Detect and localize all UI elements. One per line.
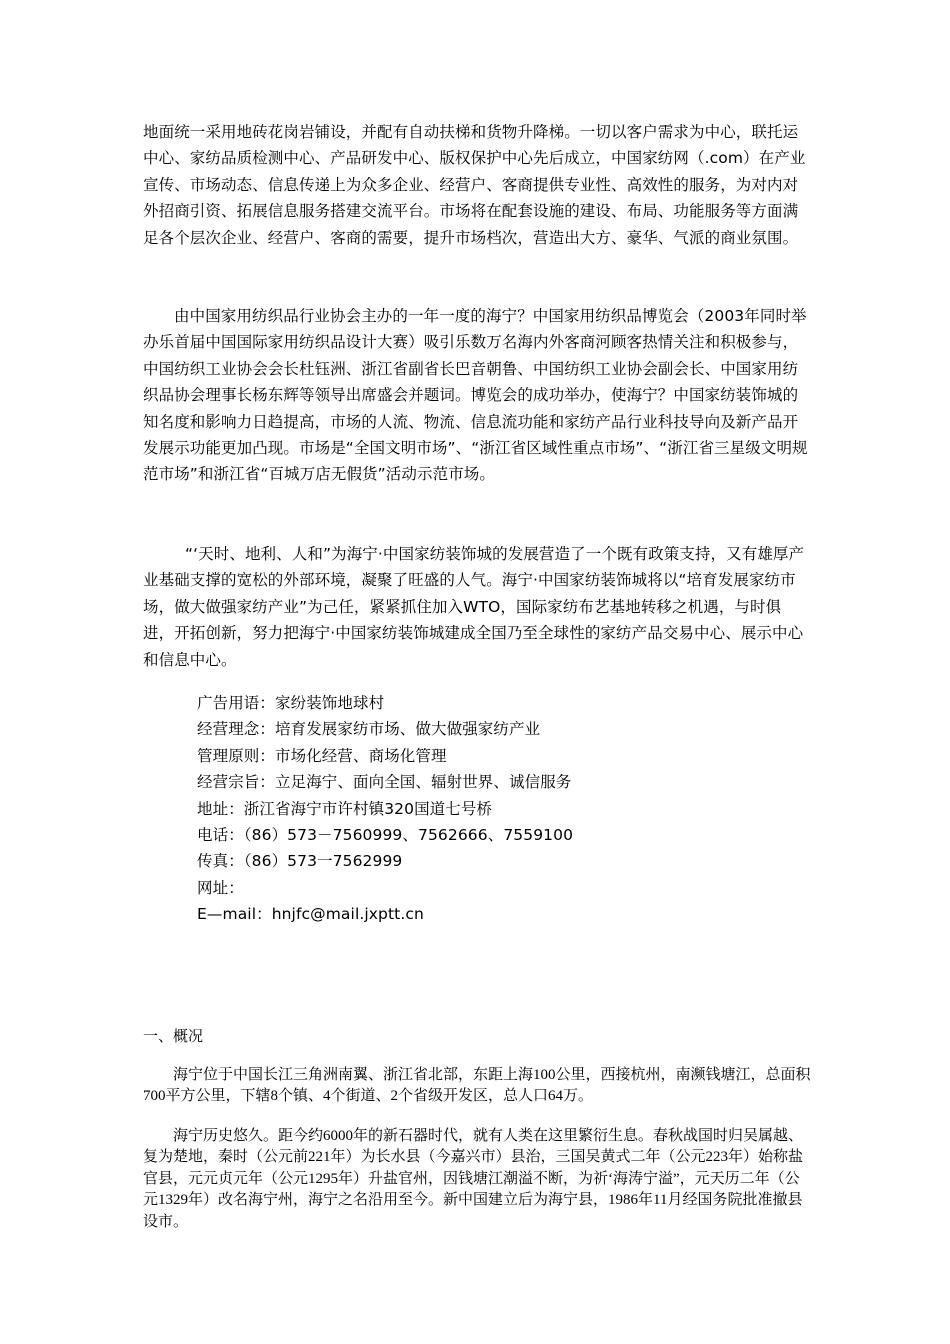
intro-paragraph-expo: 由中国家用纺织品行业协会主办的一年一度的海宁？中国家用纺织品博览会（2003年同时举办乐首届中国国际家用纺织品设计大赛）吸引乐数万名海内外客商河顾客热情关注和积极参与，中国纺织工业协会会长杜钰洲、浙江省副省长巴音朝鲁、中国纺织工业协会副会长、中国家用纺织品协会理事长杨东辉等领导出席盛会并题词。博览会的成功举办，使海宁？中国家纺装饰城的知名度和影响力日趋提高，市场的人流、物流、信息流功能和家纺产品行业科技导向及新产品开发展示功能更加凸现。市场是“全国文明市场”、“浙江省区域性重点市场”、“浙江省三星级文明规范市场”和浙江省“百城万店无假货”活动示范市场。: [143, 307, 808, 484]
intro-paragraph-development: “‘天时、地利、人和”为海宁·中国家纺装饰城的发展营造了一个既有政策支持，又有雄厚产业基础支撑的宽松的外部环境，凝聚了旺盛的人气。海宁·中国家纺装饰城将以“培育发展家纺市场，做大做强家纺产业”为己任，紧紧抓住加入WTO，国际家纺布艺基地转移之机遇，与时俱进，开拓创新，努力把海宁·中国家纺装饰城建成全国乃至全球性的家纺产品交易中心、展示中心和信息中心。: [143, 545, 805, 669]
contact-info-list: [197, 690, 573, 928]
info-philosophy: 经营理念：培育发展家纺市场、做大做强家纺产业: [197, 720, 541, 739]
overview-heading: 一、概况: [143, 1029, 204, 1045]
info-email: E—mail：hnjfc@mail.jxptt.cn: [197, 905, 424, 924]
intro-paragraph-facilities: 地面统一采用地砖花岗岩铺设，并配有自动扶梯和货物升降梯。一切以客户需求为中心，联托运中心、家纺品质检测中心、产品研发中心、版权保护中心先后成立，中国家纺网（.com）在产业宣传、市场动态、信息传递上为众多企业、经营户、客商提供专业性、高效性的服务，为对内对外招商引资、拓展信息服务搭建交流平台。市场将在配套设施的建设、布局、功能服务等方面满足各个层次企业、经营户、客商的需要，提升市场档次，营造出大方、豪华、气派的商业氛围。: [143, 123, 806, 247]
info-fax: 传真：（86）573一7562999: [197, 852, 403, 871]
info-purpose: 经营宗旨：立足海宁、面向全国、辐射世界、诚信服务: [197, 773, 572, 792]
overview-paragraph-location: 海宁位于中国长江三角洲南翼、浙江省北部，东距上海100公里，西接杭州，南濒钱塘江，总面积700平方公里，下辖8个镇、4个街道、2个省级开发区，总人口64万。: [143, 1067, 811, 1105]
info-phone: 电话：（86）573－7560999、7562666、7559100: [197, 825, 574, 844]
info-website: 网址：: [197, 878, 244, 897]
overview-paragraph-history: 海宁历史悠久。距今约6000年的新石器时代，就有人类在这里繁衍生息。春秋战国时归吴属越、复为楚地，秦时（公元前221年）为长水县（今嘉兴市）县治，三国吴黄式二年（公元223年）始称盐官县，元元贞元年（公元1295年）升盐官州，因钱塘江潮溢不断，为祈‘海涛宁溢”，元天历二年（公元1329年）改名海宁州，海宁之名沿用至今。新中国建立后为海宁县，1986年11月经国务院批准撤县设市。: [143, 1128, 804, 1230]
info-principle: 管理原则：市场化经营、商场化管理: [197, 746, 447, 765]
info-address: 地址：浙江省海宁市许村镇320国道七号桥: [197, 799, 493, 818]
info-slogan: 广告用语：家纷装饰地球村: [197, 694, 385, 712]
